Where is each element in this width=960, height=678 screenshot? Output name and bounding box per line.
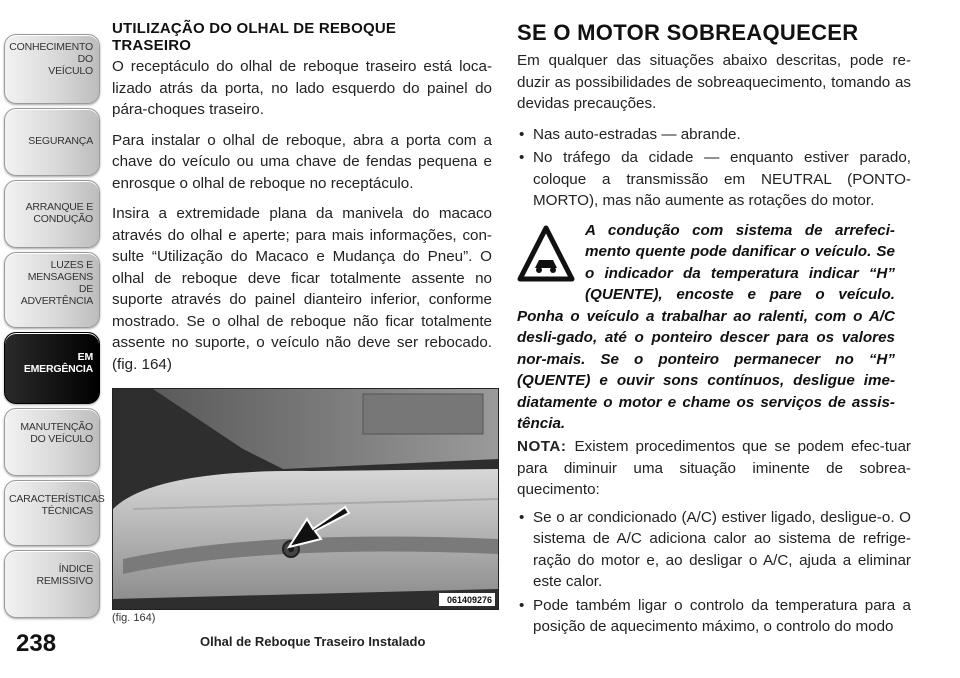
warning-triangle-icon: [517, 224, 575, 284]
note-bullet-list: [517, 507, 911, 638]
tab-caracteristicas-tecnicas[interactable]: CARACTERÍSTICAS TÉCNICAS: [4, 480, 100, 546]
paragraph: O receptáculo do olhal de reboque traseiro está loca-lizado atrás da porta, no lado esquerdo do painel do pára-choques traseiro.: [112, 58, 492, 118]
tab-conhecimento-do-veiculo[interactable]: CONHECIMENTO DO VEÍCULO: [4, 34, 100, 104]
paragraph: Para instalar o olhal de reboque, abra a porta com a chave do veículo ou uma chave de fendas pequena e enrosque o olhal de reboque no receptáculo.: [112, 131, 492, 192]
tab-luzes-e-mensagens[interactable]: LUZES E MENSAGENS DE ADVERTÊNCIA: [4, 252, 100, 328]
figure-tow-eye-installed: [112, 388, 499, 610]
tab-seguranca[interactable]: SEGURANÇA: [4, 108, 100, 176]
tab-manutencao-do-veiculo[interactable]: MANUTENÇÃO DO VEÍCULO: [4, 408, 100, 476]
figure-title: Olhal de Reboque Traseiro Instalado: [200, 634, 426, 649]
section-heading-overheating: SE O MOTOR SOBREAQUECER: [517, 20, 859, 45]
section-heading-tow-eye: UTILIZAÇÃO DO OLHAL DE REBOQUE TRASEIRO: [112, 20, 397, 54]
right-column: [517, 20, 911, 443]
tab-arranque-e-conducao[interactable]: ARRANQUE E CONDUÇÃO: [4, 180, 100, 248]
list-item: • No tráfego da cidade — enquanto estiver parado, coloque a transmissão em NEUTRAL (PONTO-MORTO), mas não aumente as rotações do motor.: [517, 147, 911, 212]
figure-code: 061409276: [446, 595, 492, 605]
bullet-list: [517, 124, 911, 212]
list-item: • Pode também ligar o controlo da temperatura para a posição de aquecimento máximo, o controlo do modo: [517, 595, 911, 638]
paragraph: Em qualquer das situações abaixo descritas, pode re-duzir as possibilidades de sobreaquecimento, tomando as devidas precauções.: [517, 52, 911, 112]
sidebar: [0, 0, 104, 678]
note-label: NOTA:: [517, 438, 567, 455]
tab-em-emergencia[interactable]: EM EMERGÊNCIA: [4, 332, 100, 404]
note-section: [517, 436, 911, 644]
figure-caption: (fig. 164): [112, 612, 156, 624]
note-text: Existem procedimentos que se podem efec-tuar para diminuir uma situação iminente de sobrea-quecimento:: [517, 438, 911, 498]
tow-eye-illustration: [113, 389, 498, 609]
warning-block: [517, 220, 911, 435]
note-paragraph: [517, 436, 911, 501]
tab-indice-remissivo[interactable]: ÍNDICE REMISSIVO: [4, 550, 100, 618]
list-item: • Se o ar condicionado (A/C) estiver ligado, desligue-o. O sistema de A/C adiciona calor ao sistema de refrige-ração do motor e, ao desligar o A/C, ajuda a eliminar este calor.: [517, 507, 911, 593]
warning-text: A condução com sistema de arrefeci-mento quente pode danificar o veículo. Se o indicador da temperatura indicar “H” (QUENTE), encoste e pare o veículo. Ponha o veículo a trabalhar ao ralenti, com o A/C desli-gado, até o ponteiro descer para os valores nor-mais. Se o ponteiro permanecer no “H” (QUENTE) e ouvir sons contínuos, desligue ime-diatamente o motor e chame os serviços de assis-tência.: [517, 221, 895, 432]
page-number: 238: [16, 630, 57, 657]
left-column: [112, 20, 492, 384]
list-item: • Nas auto-estradas — abrande.: [517, 124, 911, 146]
paragraph: Insira a extremidade plana da manivela do macaco através do olhal e aperte; para mais informações, con-sulte “Utilização do Macaco e Mudança do Pneu”. O olhal de reboque deve ficar totalmente assente no suporte através do painel dianteiro inferior, conforme mostrado. Se o olhal de reboque não ficar totalmente assente no suporte, o veículo não deve ser rebocado. (fig. 164): [112, 205, 492, 373]
